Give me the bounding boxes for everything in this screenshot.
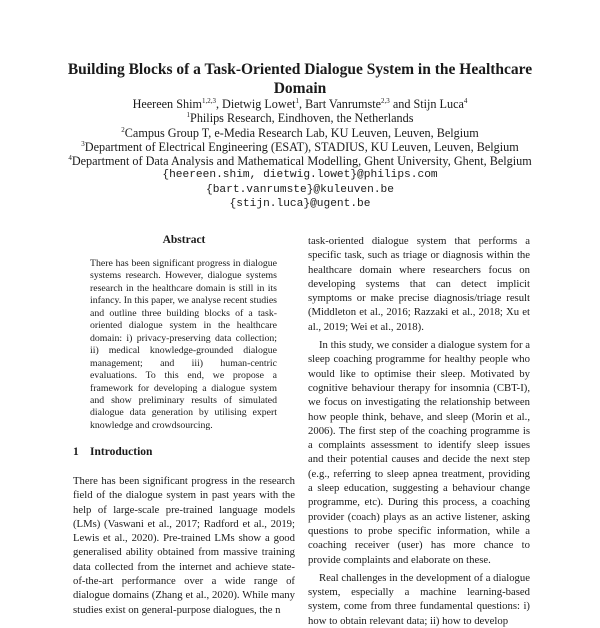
author-name: Stijn Luca bbox=[413, 97, 464, 111]
body-paragraph: Real challenges in the development of a dialogue system, especially a machine learning-based system, come from three fundamental questions: i) how to obtain relevant data; ii) how to develop bbox=[308, 571, 530, 627]
intro-paragraph: There has been significant progress in the research field of the dialogue system in past years with the help of large-scale pre-trained language models (LMs) (Vaswani et al., 2017; Radford et al., 2019; Lewis et al., 2020). Pre-trained LMs show a good generalised ability obtained from massive training data collected from the internet and achieve state-of-the-art performance over a wide range of dialogue domains (Zhang et al., 2020). While many studies exist on general-purpose dialogues, the n bbox=[73, 475, 295, 616]
body-paragraph: In this study, we consider a dialogue system for a sleep coaching programme for healthy people who would like to optimise their sleep. Motivated by cognitive behaviour therapy for insomnia (CBT-I), we focus on investigating the relationship between how people think, behave, and sleep (Morin et al., 2006). The first step of the coaching programme is a complaints assessment to identify sleep issues and their potential causes and decide the next step (e.g., referring to sleep apnea treatment, providing a sleep education, suggesting a behaviour change programme, etc). During this process, a coaching provider (coach) plays as an active listener, asking questions to probe specific information, while a coaching receiver (user) has more chance to provide complaints and elaborate on these. bbox=[308, 339, 530, 566]
author-separator: , bbox=[299, 97, 306, 111]
author-affiliation-mark: 2,3 bbox=[381, 97, 390, 105]
affiliation-mark: 3 bbox=[81, 139, 85, 148]
author-name: Dietwig Lowet bbox=[222, 97, 296, 111]
section-heading bbox=[73, 446, 152, 458]
email-address[interactable]: {bart.vanrumste}@kuleuven.be bbox=[206, 183, 394, 196]
section-number: 1 bbox=[73, 446, 79, 458]
affiliation-text: Philips Research, Eindhoven, the Netherlands bbox=[190, 111, 414, 126]
affiliation-text: Campus Group T, e-Media Research Lab, KU Leuven, Leuven, Belgium bbox=[124, 125, 479, 140]
title-line: Domain bbox=[273, 80, 327, 97]
affiliation-mark: 1 bbox=[186, 111, 191, 120]
affiliation-text: Department of Electrical Engineering (ESAT), STADIUS, KU Leuven, Leuven, Belgium bbox=[84, 139, 519, 154]
title-line: Building Blocks of a Task-Oriented Dialogue System in the Healthcare bbox=[67, 61, 533, 78]
abstract-body: There has been significant progress in dialogue systems research. However, dialogue systems research in the healthcare domain is still in its infancy. In this paper, we analyse recent studies and outline three building blocks of a task-oriented dialogue system in the healthcare domain: i) privacy-preserving data collection; ii) medical knowledge-grounded dialogue management; and iii) human-centric evaluations. To this end, we propose a framework for developing a dialogue system and show preliminary results of simulated dialogue data generation by utilising expert knowledge and crowdsourcing. bbox=[90, 258, 277, 431]
author-list bbox=[40, 97, 560, 111]
section-title: Introduction bbox=[90, 446, 153, 458]
author-name: Heereen Shim bbox=[132, 97, 202, 111]
email-list bbox=[40, 168, 560, 211]
email-address[interactable]: {heereen.shim, dietwig.lowet}@philips.com bbox=[162, 169, 438, 182]
author-block bbox=[40, 97, 560, 211]
paper-title bbox=[60, 60, 540, 98]
affiliation-mark: 4 bbox=[68, 154, 72, 163]
affiliation bbox=[40, 154, 560, 168]
left-column-body bbox=[73, 474, 295, 617]
affiliation-mark: 2 bbox=[121, 125, 125, 134]
body-paragraph: task-oriented dialogue system that performs a specific task, such as triage or diagnosis within the healthcare domain where researchers focus on developing systems that can detect implicit symptoms or make precise diagnosis/triage result (Middleton et al., 2016; Razzaki et al., 2018; Xu et al., 2019; Wei et al., 2018). bbox=[308, 235, 530, 333]
author-affiliation-mark: 1,2,3 bbox=[201, 97, 216, 105]
author-name: Bart Vanrumste bbox=[305, 97, 382, 111]
affiliation bbox=[40, 111, 560, 125]
author-affiliation-mark: 4 bbox=[463, 97, 468, 105]
author-separator: and bbox=[389, 97, 414, 111]
email-address[interactable]: {stijn.luca}@ugent.be bbox=[229, 198, 371, 211]
affiliation bbox=[40, 140, 560, 154]
right-column-body bbox=[308, 234, 530, 628]
author-affiliation-mark: 1 bbox=[295, 97, 299, 105]
author-separator: , bbox=[215, 97, 223, 111]
affiliation-text: Department of Data Analysis and Mathematical Modelling, Ghent University, Ghent, Belgium bbox=[71, 154, 532, 169]
abstract-heading: Abstract bbox=[162, 234, 206, 246]
affiliation bbox=[40, 126, 560, 140]
